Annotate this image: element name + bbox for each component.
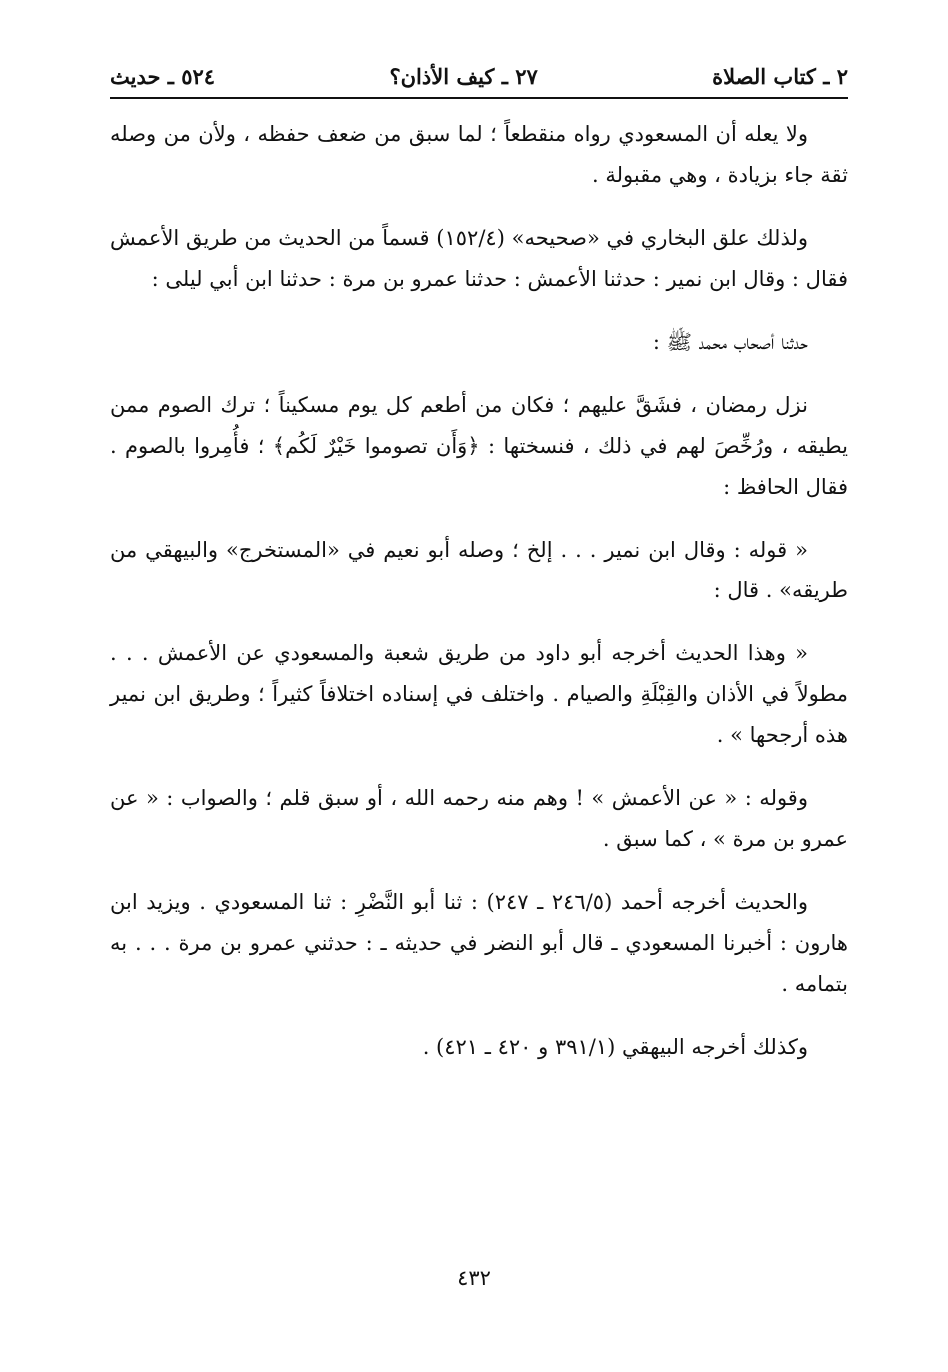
page-number: ٤٣٢ xyxy=(457,1266,491,1290)
body-text xyxy=(110,114,848,1090)
paragraph: ولذلك علق البخاري في «صحيحه» (١٥٢/٤) قسماً من الحديث من طريق الأعمش فقال : وقال ابن نمير : حدثنا الأعمش : حدثنا عمرو بن مرة : حدثنا ابن أبي ليلى : xyxy=(110,225,848,291)
header-section: ٢٧ ـ كيف الأذان؟ xyxy=(389,63,538,89)
paragraph: حدثنا أصحاب محمد ﷺ : xyxy=(652,329,808,354)
header-chapter: ٢ ـ كتاب الصلاة xyxy=(712,63,848,89)
header-rule xyxy=(110,97,848,99)
paragraph: نزل رمضان ، فشَقَّ عليهم ؛ فكان من أطعم كل يوم مسكيناً ؛ ترك الصوم ممن يطيقه ، ورُخِّصَ لهم في ذلك ، فنسختها : ﴿وَأَن تصوموا خَيْرٌ لَكُم﴾ ؛ فأُمِروا بالصوم . فقال الحافظ : xyxy=(110,392,848,499)
paragraph: والحديث أخرجه أحمد (٢٤٦/٥ ـ ٢٤٧) : ثنا أبو النَّضْرِ : ثنا المسعودي . ويزيد ابن هارون : أخبرنا المسعودي ـ قال أبو النضر في حديثه ـ : حدثني عمرو بن مرة . . . به بتمامه . xyxy=(110,890,848,996)
paragraph: وقوله : « عن الأعمش » ! وهم منه رحمه الله ، أو سبق قلم ؛ والصواب : « عن عمرو بن مرة » ، كما سبق . xyxy=(110,786,848,852)
header-hadith-number: ٥٢٤ ـ حديث xyxy=(110,63,216,89)
paragraph: ولا يعله أن المسعودي رواه منقطعاً ؛ لما سبق من ضعف حفظه ، ولأن من وصله ثقة جاء بزيادة ، وهي مقبولة . xyxy=(110,122,848,187)
running-header xyxy=(110,58,848,94)
paragraph: وكذلك أخرجه البيهقي (٣٩١/١ و ٤٢٠ ـ ٤٢١) . xyxy=(422,1034,808,1059)
paragraph: « قوله : وقال ابن نمير . . . إلخ ؛ وصله أبو نعيم في «المستخرج» والبيهقي من طريقه» . قال : xyxy=(110,537,848,603)
paragraph: « وهذا الحديث أخرجه أبو داود من طريق شعبة والمسعودي عن الأعمش . . . مطولاً في الأذان والقِبْلَةِ والصيام . واختلف في إسناده اختلافاً كثيراً ؛ وطريق ابن نمير هذه أرجحها » . xyxy=(110,641,848,748)
